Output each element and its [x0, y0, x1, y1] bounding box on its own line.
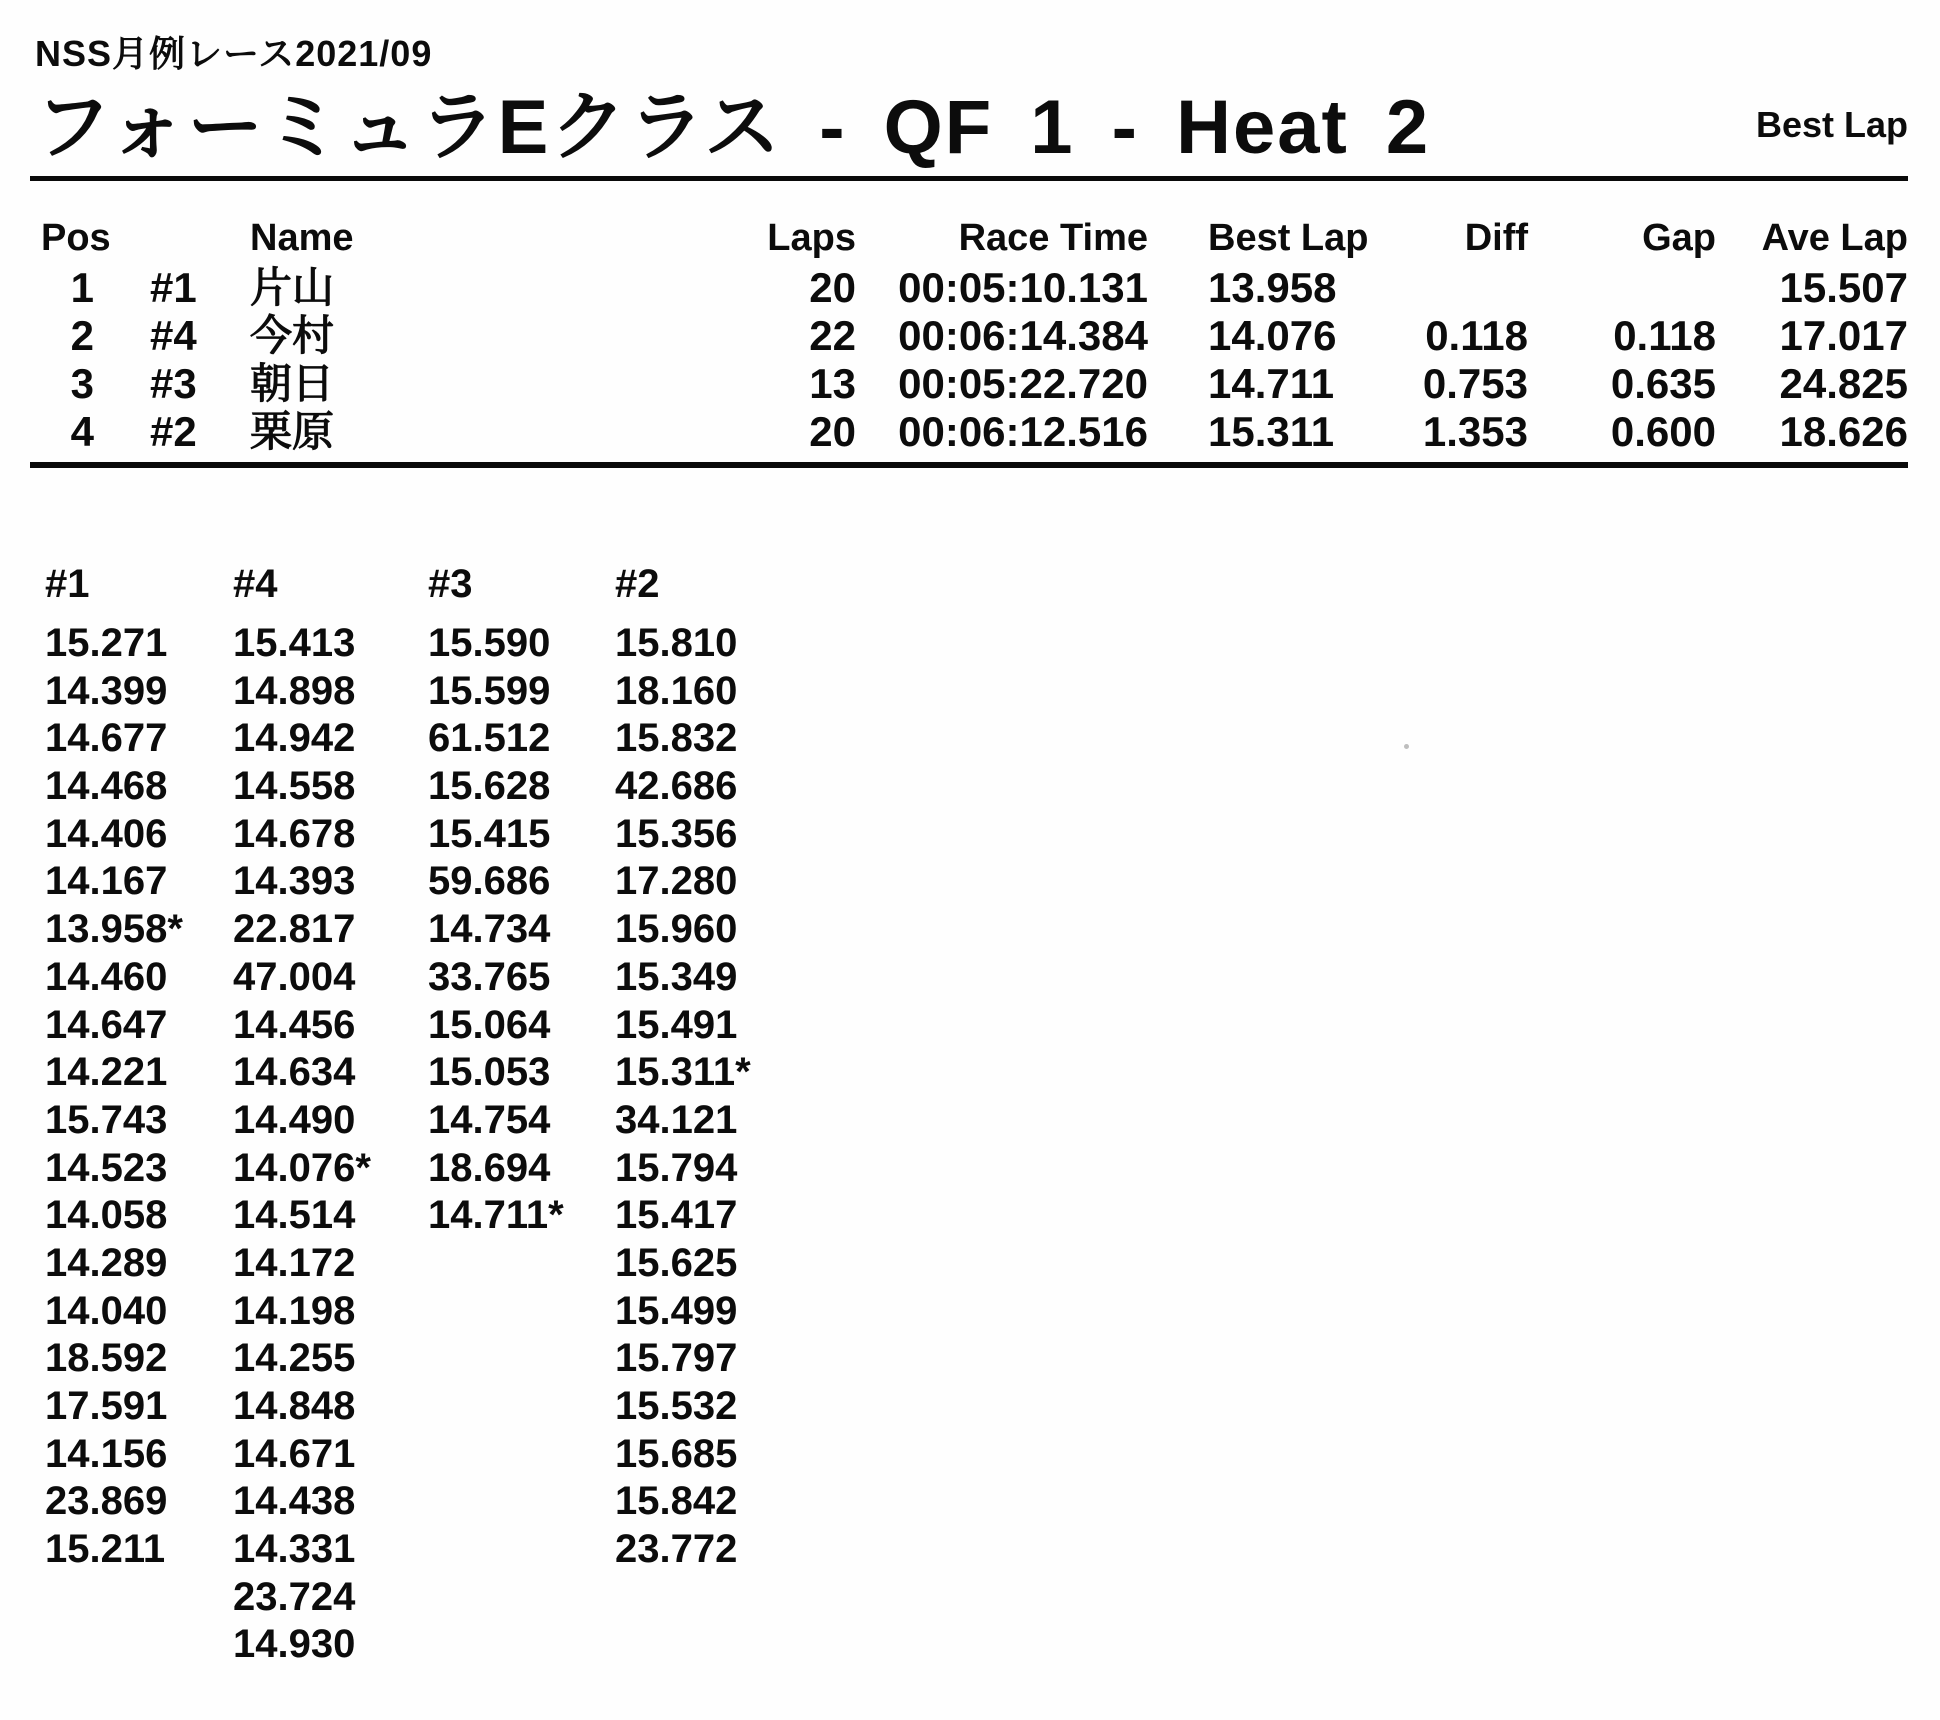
results-header — [0, 218, 1940, 258]
lap-time-cell: 47.004 — [233, 954, 356, 999]
col-header-laps: Laps — [767, 217, 856, 259]
lap-time-cell: 42.686 — [615, 764, 738, 809]
ave-lap-cell: 18.626 — [1779, 408, 1908, 455]
lap-time-cell: 15.590 — [428, 621, 551, 665]
lap-time-cell: 17.591 — [45, 1384, 168, 1428]
col-header-gap: Gap — [1642, 217, 1716, 259]
lap-time-cell: 17.280 — [615, 859, 738, 904]
lap-time-cell: 14.930 — [233, 1622, 356, 1667]
lap-time-cell: 15.625 — [615, 1240, 738, 1285]
lap-time-cell: 15.628 — [428, 764, 551, 809]
lap-time-cell: 23.869 — [45, 1479, 168, 1524]
separator-line-bottom — [30, 462, 1908, 468]
lap-time-cell: 14.172 — [233, 1240, 356, 1285]
lap-times-list — [428, 620, 618, 1240]
lap-time-cell: 14.289 — [45, 1240, 168, 1285]
lap-time-cell: 14.156 — [45, 1431, 168, 1476]
lap-time-cell: 14.490 — [233, 1097, 356, 1142]
lap-time-cell: 14.734 — [428, 907, 551, 952]
results-row — [0, 312, 1940, 360]
results-row — [0, 360, 1940, 408]
laps-cell: 22 — [809, 312, 856, 359]
lap-time-cell: 14.460 — [45, 954, 168, 999]
lap-column-header: #1 — [45, 562, 90, 606]
lap-time-cell: 14.058 — [45, 1193, 168, 1238]
lap-time-cell: 14.523 — [45, 1145, 168, 1190]
lap-time-cell: 15.417 — [615, 1193, 738, 1238]
laps-cell: 20 — [809, 264, 856, 311]
lap-time-cell: 18.592 — [45, 1336, 168, 1381]
lap-time-cell: 14.647 — [45, 1002, 168, 1047]
ave-lap-cell: 15.507 — [1779, 264, 1908, 311]
best-lap-cell: 14.076 — [1208, 312, 1337, 359]
lap-column-car4 — [233, 562, 423, 1669]
lap-time-cell: 18.160 — [615, 668, 738, 713]
lap-time-cell: 15.271 — [45, 621, 168, 665]
event-name: NSS月例レース2021/09 — [35, 33, 433, 74]
lap-times-list — [45, 620, 235, 1574]
lap-time-cell: 14.076* — [233, 1145, 371, 1190]
lap-column-car1 — [45, 562, 235, 1574]
driver-name-cell: 栗原 — [250, 408, 335, 455]
lap-time-cell: 15.211 — [45, 1527, 166, 1572]
pos-cell: 1 — [70, 264, 94, 311]
lap-times-list — [233, 620, 423, 1669]
lap-time-cell: 14.198 — [233, 1288, 356, 1333]
lap-time-cell: 15.810 — [615, 621, 738, 665]
results-row — [0, 408, 1940, 456]
lap-time-cell: 14.040 — [45, 1288, 168, 1333]
race-time-cell: 00:06:14.384 — [898, 312, 1148, 359]
results-table — [0, 264, 1940, 456]
lap-time-cell: 15.743 — [45, 1097, 168, 1142]
lap-time-cell: 15.832 — [615, 716, 738, 761]
lap-time-cell: 23.772 — [615, 1527, 738, 1572]
lap-time-cell: 14.456 — [233, 1002, 356, 1047]
separator-line-top — [30, 176, 1908, 181]
lap-time-cell: 22.817 — [233, 907, 356, 952]
driver-name-cell: 片山 — [250, 264, 335, 311]
race-time-cell: 00:06:12.516 — [898, 408, 1148, 455]
car-number-cell: #2 — [150, 408, 197, 455]
pos-cell: 2 — [70, 312, 94, 359]
results-row — [0, 264, 1940, 312]
lap-time-cell: 14.898 — [233, 668, 356, 713]
lap-time-cell: 15.794 — [615, 1145, 738, 1190]
diff-cell: 0.753 — [1422, 360, 1528, 407]
lap-time-cell: 14.848 — [233, 1384, 356, 1428]
lap-time-cell: 14.255 — [233, 1336, 356, 1381]
pos-cell: 3 — [70, 360, 94, 407]
gap-cell: 0.118 — [1613, 312, 1716, 359]
lap-time-cell: 15.053 — [428, 1050, 551, 1095]
race-time-cell: 00:05:22.720 — [898, 360, 1148, 407]
gap-cell: 0.635 — [1610, 360, 1716, 407]
lap-time-cell: 14.634 — [233, 1050, 356, 1095]
lap-time-cell: 15.797 — [615, 1336, 738, 1381]
col-header-pos: Pos — [41, 217, 111, 259]
race-time-cell: 00:05:10.131 — [898, 264, 1148, 311]
lap-time-cell: 15.499 — [615, 1288, 738, 1333]
driver-name-cell: 朝日 — [250, 360, 335, 407]
car-number-cell: #3 — [150, 360, 197, 407]
lap-time-cell: 61.512 — [428, 716, 551, 761]
lap-column-car2 — [615, 562, 805, 1574]
diff-cell: 0.118 — [1425, 312, 1528, 359]
col-header-best-lap: Best Lap — [1208, 217, 1369, 259]
lap-time-cell: 34.121 — [615, 1097, 738, 1142]
lap-time-cell: 14.438 — [233, 1479, 356, 1524]
lap-time-cell: 15.311* — [615, 1050, 751, 1095]
driver-name-cell: 今村 — [250, 312, 335, 359]
lap-time-cell: 14.711* — [428, 1193, 564, 1238]
lap-time-cell: 14.942 — [233, 716, 356, 761]
lap-time-cell: 15.356 — [615, 811, 738, 856]
lap-time-cell: 14.754 — [428, 1097, 551, 1142]
ave-lap-cell: 24.825 — [1779, 360, 1908, 407]
lap-time-cell: 14.406 — [45, 811, 168, 856]
lap-time-cell: 15.685 — [615, 1431, 738, 1476]
lap-time-cell: 14.671 — [233, 1431, 356, 1476]
col-header-race-time: Race Time — [958, 217, 1148, 259]
lap-time-cell: 18.694 — [428, 1145, 551, 1190]
lap-column-header: #4 — [233, 562, 278, 606]
laps-cell: 20 — [809, 408, 856, 455]
lap-time-cell: 15.349 — [615, 954, 738, 999]
lap-time-cell: 14.331 — [233, 1527, 356, 1572]
lap-time-cell: 15.842 — [615, 1479, 738, 1524]
page-title: フォーミュラEクラス - QF 1 - Heat 2 — [35, 85, 1431, 170]
lap-time-cell: 14.558 — [233, 764, 356, 809]
lap-time-cell: 15.064 — [428, 1002, 551, 1047]
lap-time-cell: 59.686 — [428, 859, 551, 904]
lap-time-cell: 14.677 — [45, 716, 168, 761]
best-lap-cell: 15.311 — [1208, 408, 1335, 455]
lap-column-header: #3 — [428, 562, 473, 606]
lap-time-cell: 15.491 — [615, 1002, 738, 1047]
lap-time-cell: 33.765 — [428, 954, 551, 999]
lap-time-cell: 14.393 — [233, 859, 356, 904]
lap-time-cell: 14.399 — [45, 668, 168, 713]
col-header-diff: Diff — [1464, 217, 1528, 259]
scan-artifact-dot — [1404, 744, 1409, 749]
lap-time-cell: 15.532 — [615, 1384, 738, 1428]
lap-time-cell: 15.415 — [428, 811, 551, 856]
best-lap-cell: 14.711 — [1208, 360, 1335, 407]
lap-column-car3 — [428, 562, 618, 1240]
lap-time-cell: 14.678 — [233, 811, 356, 856]
lap-time-cell: 14.514 — [233, 1193, 356, 1238]
lap-time-cell: 15.413 — [233, 621, 356, 665]
lap-time-cell: 15.599 — [428, 668, 551, 713]
lap-time-cell: 15.960 — [615, 907, 738, 952]
lap-time-cell: 14.468 — [45, 764, 168, 809]
diff-cell: 1.353 — [1422, 408, 1528, 455]
best-lap-cell: 13.958 — [1208, 264, 1337, 311]
gap-cell: 0.600 — [1610, 408, 1716, 455]
ave-lap-cell: 17.017 — [1779, 312, 1908, 359]
lap-times-list — [615, 620, 805, 1574]
lap-time-cell: 13.958* — [45, 907, 183, 952]
lap-time-cell: 14.167 — [45, 859, 168, 904]
lap-time-cell: 23.724 — [233, 1574, 356, 1619]
pos-cell: 4 — [70, 408, 94, 455]
lap-column-header: #2 — [615, 562, 660, 606]
car-number-cell: #1 — [150, 264, 197, 311]
car-number-cell: #4 — [150, 312, 197, 359]
best-lap-note: Best Lap — [1755, 104, 1908, 145]
laps-cell: 13 — [809, 360, 856, 407]
lap-time-cell: 14.221 — [45, 1050, 168, 1095]
col-header-ave-lap: Ave Lap — [1761, 217, 1908, 259]
col-header-name: Name — [250, 217, 354, 259]
